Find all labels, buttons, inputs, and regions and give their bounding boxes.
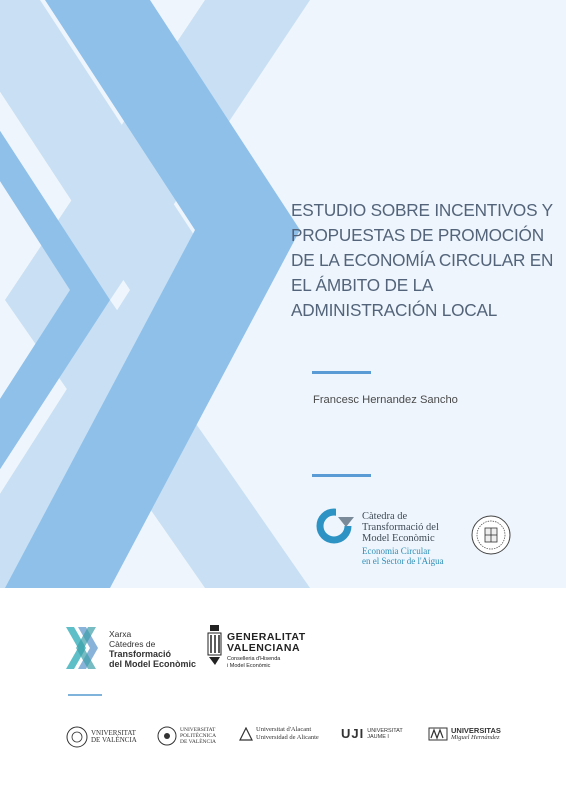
divider-top (312, 371, 371, 374)
title-line: ADMINISTRACIÓN LOCAL (291, 300, 498, 320)
catedra-sub-line: en el Sector de l'Aigua (362, 556, 444, 566)
uv-line: VNIVERSITAT (91, 728, 136, 737)
generalitat-name (227, 632, 306, 669)
title-line: DE LA ECONOMÍA CIRCULAR EN (291, 250, 554, 270)
ua-text (256, 726, 319, 741)
catedra-line: Transformació del (362, 522, 439, 533)
ua-line: Universitat d'Alacant (256, 726, 312, 733)
xarxa-bold: Transformació (109, 649, 172, 659)
ua-line: Universidad de Alicante (256, 733, 319, 741)
ua-logo-icon (239, 727, 253, 741)
university-seal-icon (470, 514, 512, 556)
umh-text (451, 727, 501, 742)
uji-line: UNIVERSITAT (367, 727, 403, 734)
upv-seal-icon (157, 726, 177, 746)
uji-mark: UJI (341, 726, 365, 741)
logo-uv (66, 726, 137, 748)
catedra-logo-icon (314, 505, 356, 547)
umh-line: Miguel Hernández (451, 734, 500, 741)
generalitat-crest-icon (206, 625, 224, 665)
logo-umh (428, 726, 501, 742)
title-line: PROPUESTAS DE PROMOCIÓN (291, 225, 544, 245)
title-line: ESTUDIO SOBRE INCENTIVOS Y (291, 200, 553, 220)
logo-ua (239, 726, 319, 741)
gv-sub-line: i Model Econòmic (227, 662, 271, 669)
author-name: Francesc Hernandez Sancho (313, 394, 458, 406)
catedra-sub-line: Economia Circular (362, 546, 431, 556)
xarxa-name (109, 629, 196, 669)
xarxa-line (109, 649, 196, 659)
upv-text (180, 727, 216, 745)
footer-divider (68, 694, 102, 696)
upv-line: DE VALÈNCIA (180, 739, 217, 745)
title-line: EL ÁMBITO DE LA (291, 275, 434, 295)
uv-seal-icon (66, 726, 88, 748)
xarxa-line: Càtedres de (109, 639, 156, 649)
gv-sub-line: Conselleria d'Hisenda (227, 656, 281, 662)
divider-bottom (312, 474, 371, 477)
logo-uji (341, 726, 403, 741)
uv-text (91, 730, 137, 745)
uji-text (367, 728, 403, 740)
upv-line: POLITÈCNICA (180, 733, 217, 739)
catedra-line: Model Econòmic (362, 533, 435, 544)
document-title (291, 198, 554, 323)
catedra-subtitle (362, 546, 444, 566)
xarxa-logo-icon (66, 627, 102, 669)
upv-line: UNIVERSITAT (180, 727, 216, 733)
gv-line: GENERALITAT (227, 631, 306, 643)
umh-logo-icon (428, 726, 448, 742)
uji-line: JAUME I (367, 733, 389, 740)
gv-line: VALENCIANA (227, 642, 301, 654)
xarxa-bold: del Model Econòmic (109, 659, 197, 669)
xarxa-line (109, 659, 196, 669)
xarxa-line: Xarxa (109, 629, 132, 639)
uv-line: DE VALÈNCIA (91, 736, 137, 744)
logo-upv (157, 726, 216, 746)
gv-sub (227, 656, 306, 669)
umh-line: UNIVERSITAS (451, 725, 501, 735)
catedra-name (362, 511, 439, 544)
catedra-line: Càtedra de (362, 511, 408, 522)
